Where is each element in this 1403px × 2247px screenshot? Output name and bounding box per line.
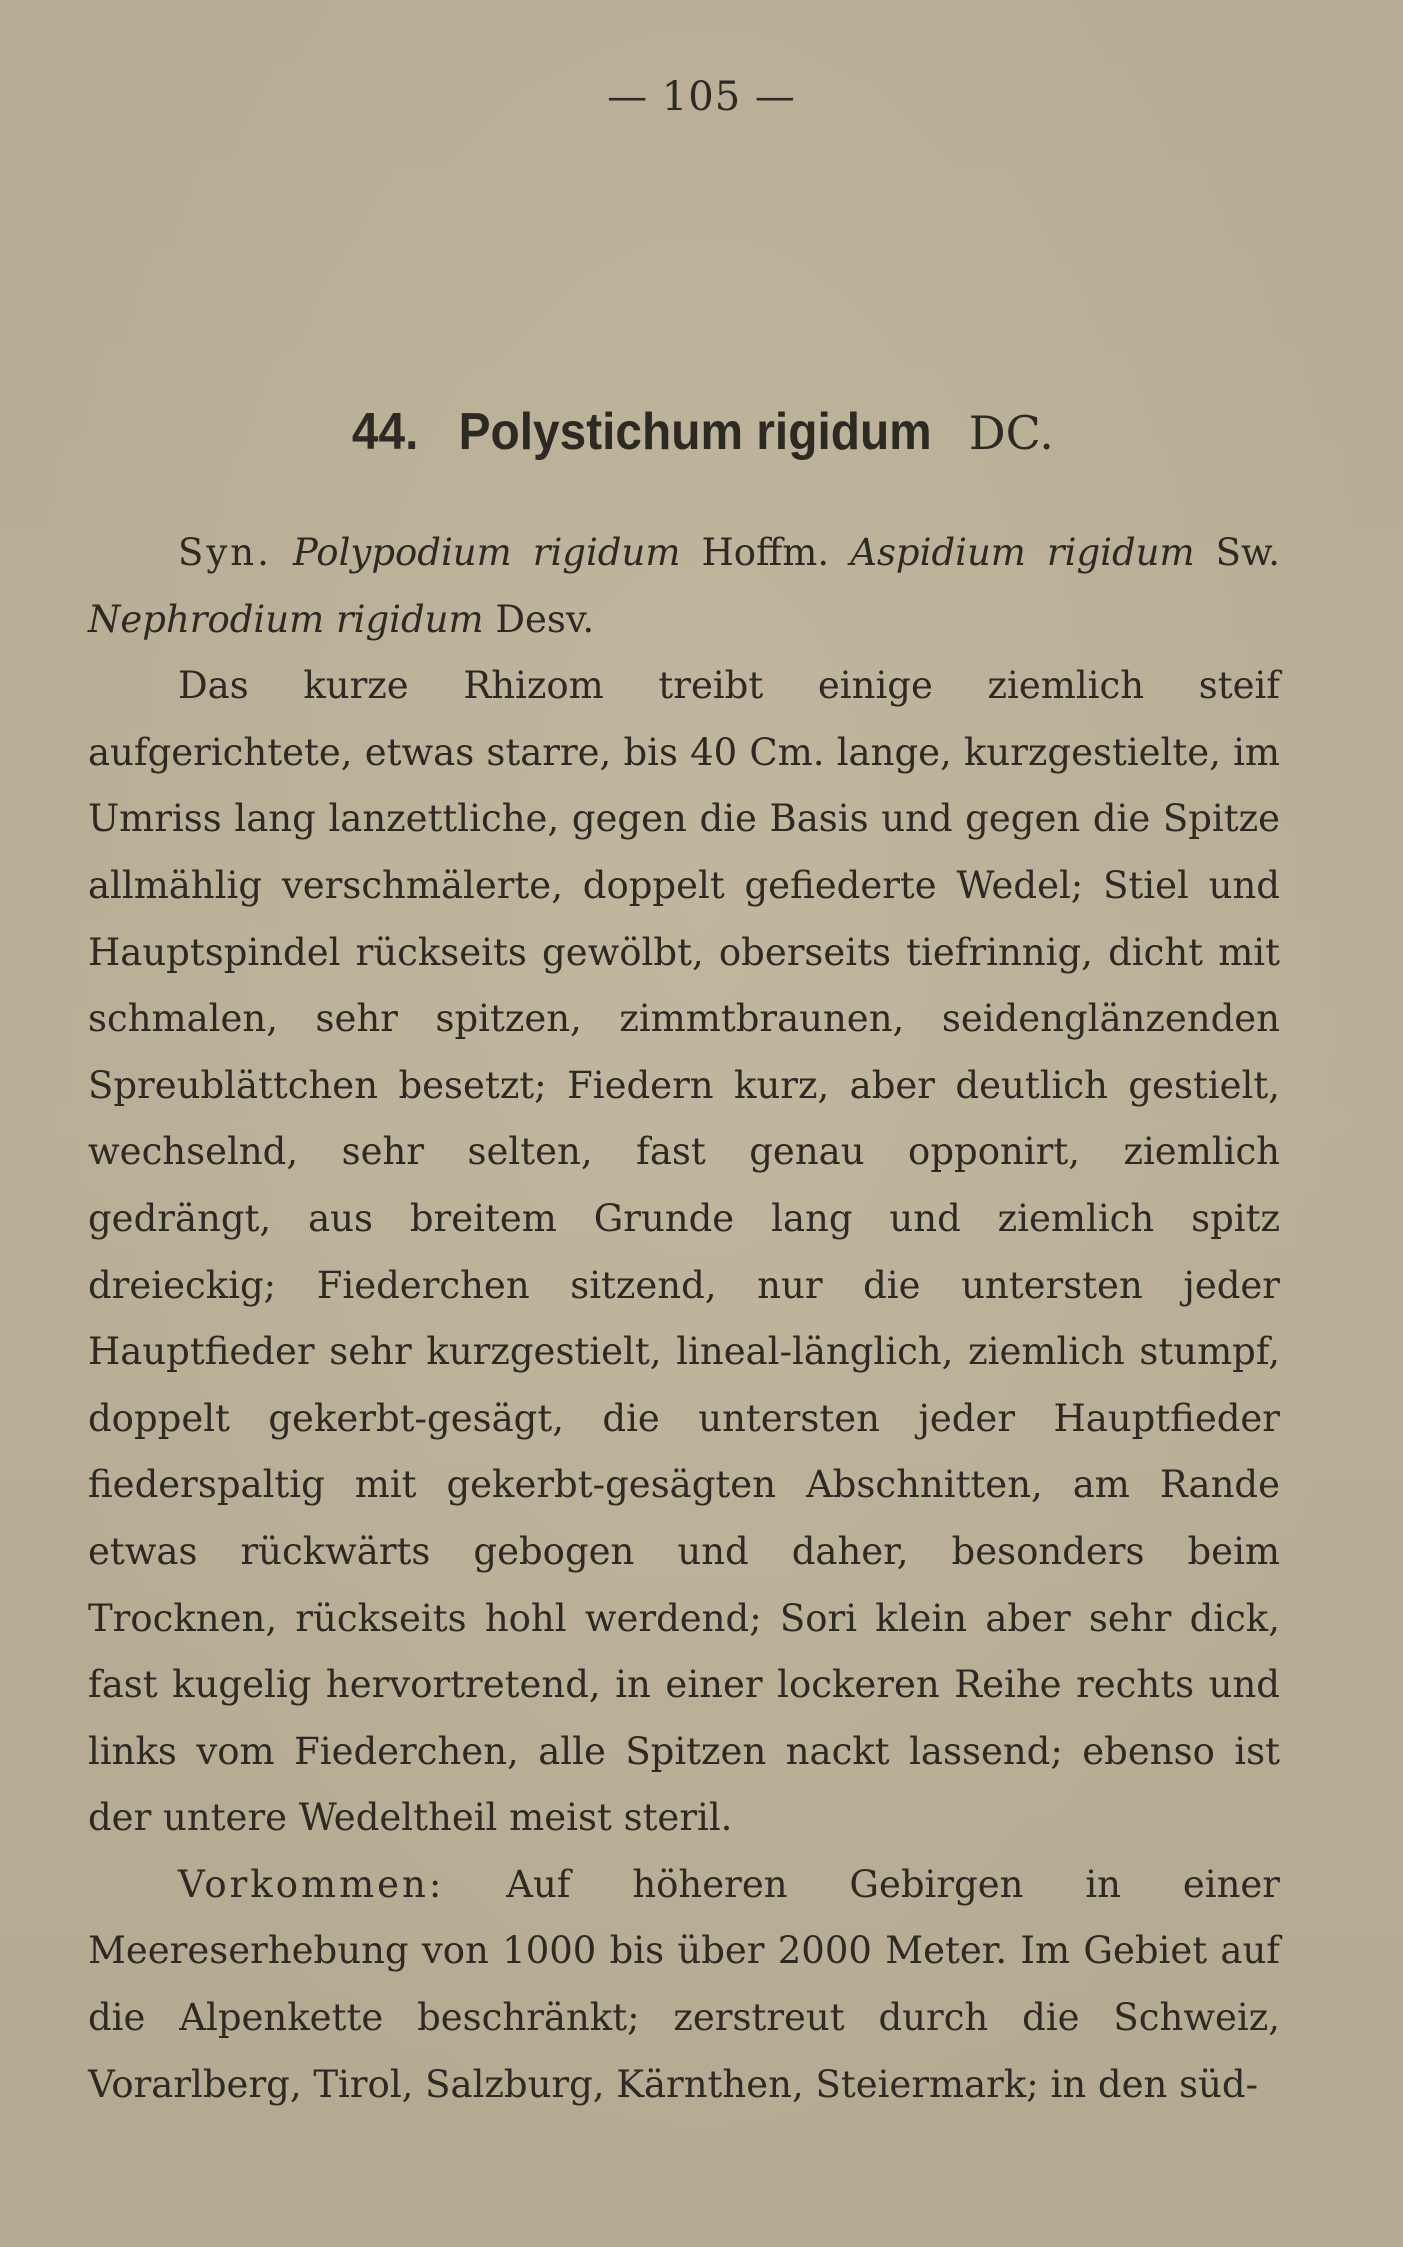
species-number: 44. — [352, 403, 419, 461]
synonyms-paragraph — [88, 520, 1280, 653]
synonym-author: Desv. — [495, 597, 595, 641]
species-name: Polystichum rigidum — [458, 403, 932, 461]
synonym-name: Nephrodium rigidum — [88, 597, 484, 641]
species-author: DC. — [968, 406, 1054, 460]
page-number: — 105 — — [607, 74, 796, 120]
synonym-author: Hoffm. — [701, 531, 830, 574]
body-text — [88, 520, 1280, 2118]
description-paragraph: Das kurze Rhizom treibt einige ziemlich steif aufgerichtete, etwas starre, bis 40 Cm. lange, kurzgestielte, im Umriss lang lanzettliche, gegen die Basis und gegen die Spitze allmählig verschmälerte, doppelt gefiederte Wedel; Stiel und Hauptspindel rückseits gewölbt, oberseits tiefrinnig, dicht mit schmalen, sehr spitzen, zimmtbraunen, seidenglänzenden Spreublättchen besetzt; Fiedern kurz, aber deutlich gestielt, wechselnd, sehr selten, fast genau opponirt, ziemlich gedrängt, aus breitem Grunde lang und ziemlich spitz dreieckig; Fiederchen sitzend, nur die untersten jeder Hauptfieder sehr kurzgestielt, lineal-länglich, ziemlich stumpf, doppelt gekerbt-gesägt, die untersten jeder Hauptfieder fiederspaltig mit gekerbt-gesägten Abschnitten, am Rande etwas rückwärts gebogen und daher, besonders beim Trocknen, rückseits hohl werdend; Sori klein aber sehr dick, fast kugelig hervortretend, in einer lockeren Reihe rechts und links vom Fiederchen, alle Spitzen nackt lassend; ebenso ist der untere Wedeltheil meist steril. — [88, 664, 1280, 1840]
occurrence-paragraph — [88, 1852, 1280, 2118]
synonyms-label: Syn. — [178, 531, 272, 574]
occurrence-label: Vorkommen: — [178, 1862, 445, 1906]
synonym-name: Aspidium rigidum — [850, 531, 1195, 574]
species-heading — [0, 402, 1403, 462]
synonym-name: Polypodium rigidum — [292, 531, 681, 574]
occurrence-text: Auf höheren Gebirgen in einer Meereserhebung von 1000 bis über 2000 Meter. Im Gebiet auf die Alpenkette beschränkt; zerstreut durch die Schweiz, Vorarlberg, Tirol, Salzburg, Kärnthen, Steiermark; in den süd- — [88, 1862, 1280, 2106]
synonym-author: Sw. — [1215, 531, 1281, 574]
